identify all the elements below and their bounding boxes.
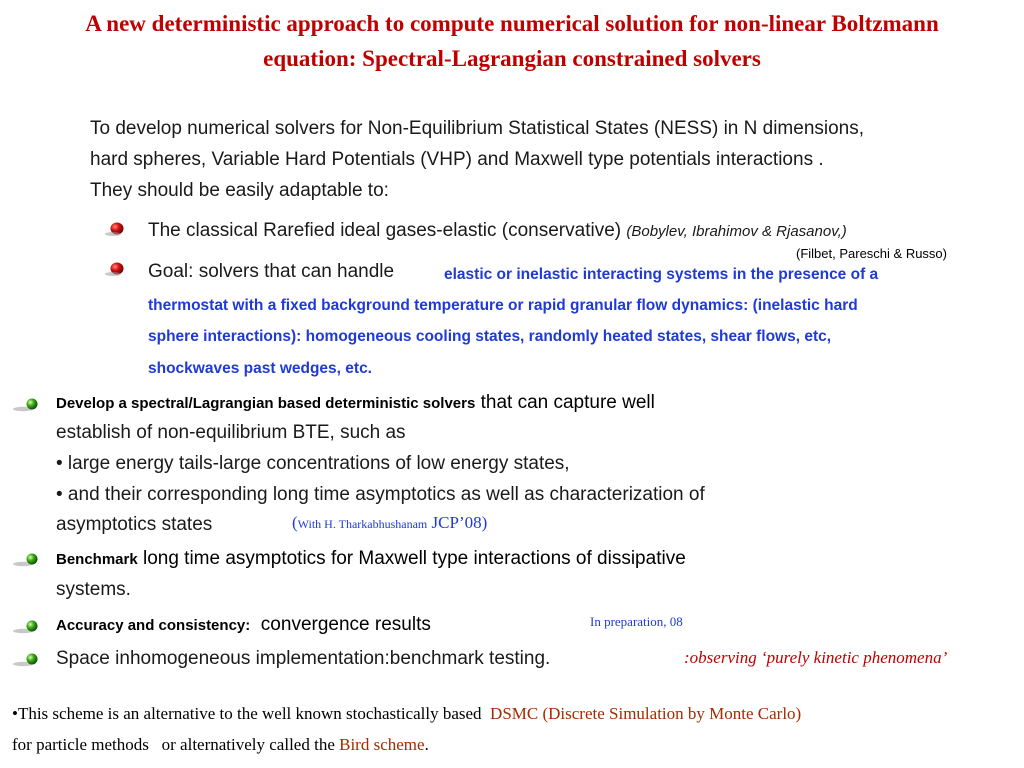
green-bullet-icon [12,398,38,412]
main-bullet-4-text: Space inhomogeneous implementation:benchmark testing. [56,648,551,669]
sub-bullet-2-blue-line-4: shockwaves past wedges, etc. [148,360,372,377]
slide-title [0,6,1024,76]
sub-bullet-1-cite: (Bobylev, Ibrahimov & Rjasanov,) [626,223,847,240]
sub-bullet-1 [148,220,847,242]
intro-line-1: To develop numerical solvers for Non-Equilibrium Statistical States (NESS) in N dimensions, [90,118,865,139]
footer-dsmc: DSMC (Discrete Simulation by Monte Carlo) [490,704,802,723]
footer-line-2-text: for particle methods or alternatively called the [12,735,340,754]
green-bullet-icon [12,553,38,567]
red-bullet-icon [104,222,124,237]
main-bullet-4-note: :observing ‘purely kinetic phenomena’ [684,648,948,667]
note-ref: JCP’08) [427,513,488,532]
main-bullet-2-line-2: systems. [56,579,131,600]
footer-period: . [424,735,429,754]
footer-line-1 [12,704,801,724]
sub-bullet-1-cite2: (Filbet, Pareschi & Russo) [796,246,947,261]
green-bullet-icon [12,653,38,667]
main-bullet-1-line-2: • large energy tails-large concentrations of low energy states, [56,453,570,474]
main-bullet-2-rest: long time asymptotics for Maxwell type interactions of dissipative [137,548,686,569]
main-bullet-2-bold: Benchmark [56,551,138,568]
main-bullet-3-rest: convergence results [250,614,431,635]
main-bullet-1-note [292,513,487,533]
main-bullet-2-head [56,548,686,570]
footer-line-2 [12,735,429,755]
sub-bullet-1-text: The classical Rarefied ideal gases-elastic (conservative) [148,220,622,241]
footer-line-1-text: •This scheme is an alternative to the well known stochastically based [12,704,491,723]
sub-bullet-2-text: Goal: solvers that can handle [148,261,395,282]
main-bullet-1-line-4: asymptotics states [56,514,213,535]
main-bullet-1-bold: Develop a spectral/Lagrangian based deterministic solvers [56,395,476,412]
main-bullet-1-line-3: • and their corresponding long time asymptotics as well as characterization of [56,484,705,505]
footer-bird-scheme: Bird scheme [339,735,425,754]
sub-bullet-2-blue-line-3: sphere interactions): homogeneous cooling states, randomly heated states, shear flows, etc, [148,328,832,345]
red-bullet-icon [104,262,124,277]
main-bullet-3-bold: Accuracy and consistency: [56,617,251,634]
main-bullet-1-rest: that can capture well [475,392,655,413]
sub-bullet-2-blue-line-2: thermostat with a fixed background temperature or rapid granular flow dynamics: (inelastic hard [148,297,858,314]
main-bullet-1-line-1: establish of non-equilibrium BTE, such as [56,422,406,443]
sub-bullet-2-blue-line-1: elastic or inelastic interacting systems in the presence of a [444,266,879,283]
intro-line-2: hard spheres, Variable Hard Potentials (VHP) and Maxwell type potentials interactions . [90,149,824,170]
note-author: With H. Tharkabhushanam [297,517,428,531]
main-bullet-3-note: In preparation, 08 [590,614,683,629]
title-line-2: equation: Spectral-Lagrangian constrained solvers [263,46,761,71]
note-open: ( [292,513,298,532]
main-bullet-3-head [56,614,431,636]
main-bullet-1-head [56,392,655,414]
intro-line-3: They should be easily adaptable to: [90,180,389,201]
title-line-1: A new deterministic approach to compute numerical solution for non-linear Boltzmann [85,11,939,36]
green-bullet-icon [12,620,38,634]
